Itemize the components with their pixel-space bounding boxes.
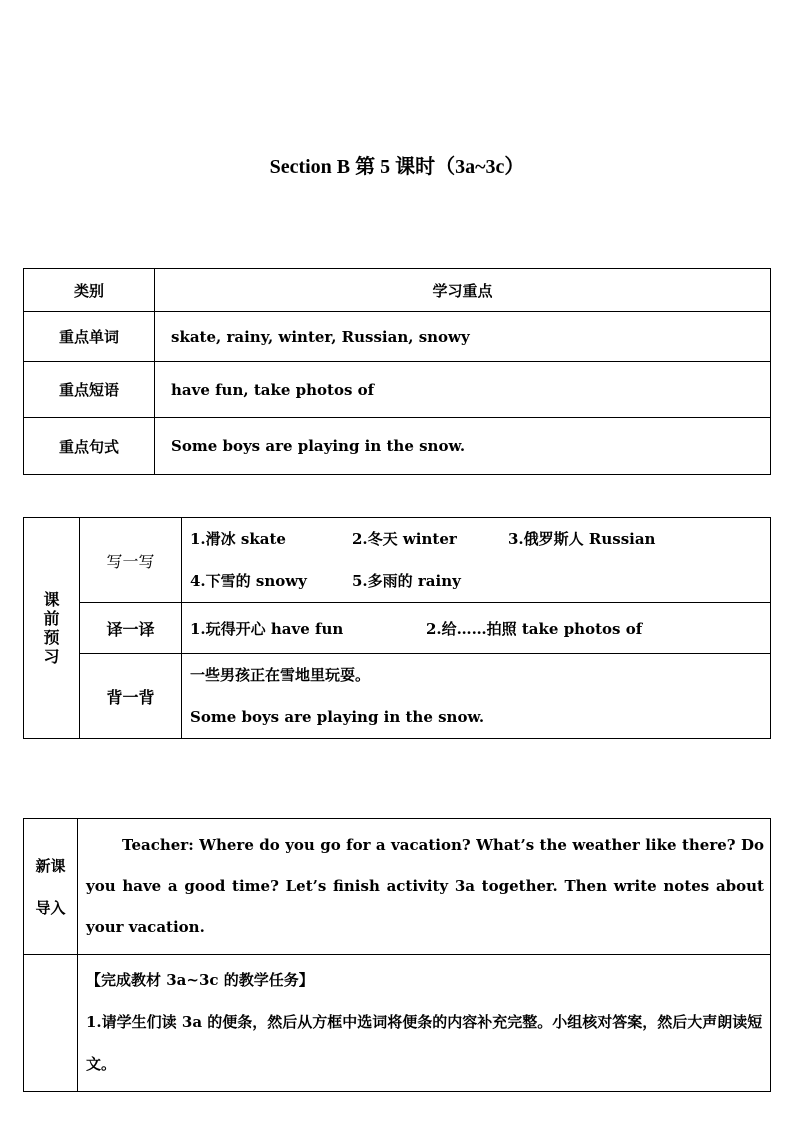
task-heading: 【完成教材 3a~3c 的教学任务】 xyxy=(86,971,314,989)
table-row xyxy=(24,955,771,1092)
list-item: 5.多雨的 rainy xyxy=(352,572,461,590)
key-points-table xyxy=(23,268,771,475)
list-item: 1.玩得开心 have fun xyxy=(190,619,344,638)
table-row xyxy=(24,819,771,955)
table-row xyxy=(24,362,771,418)
table-row xyxy=(24,518,771,603)
row-content-words: skate, rainy, winter, Russian, snowy xyxy=(155,312,771,362)
row-label-write: 写一写 xyxy=(80,518,182,603)
row-content-translate xyxy=(182,603,771,654)
row-label-sentences: 重点句式 xyxy=(24,418,155,475)
table-header-row xyxy=(24,269,771,312)
task-text: 1.请学生们读 3a 的便条，然后从方框中选词将便条的内容补充完整。小组核对答案，然后大声朗读短文。 xyxy=(86,1013,763,1073)
list-item: 4.下雪的 snowy xyxy=(190,572,307,590)
row-label-phrases: 重点短语 xyxy=(24,362,155,418)
row-content-sentences: Some boys are playing in the snow. xyxy=(155,418,771,475)
table-row xyxy=(24,312,771,362)
row-content-write xyxy=(182,518,771,603)
new-lesson-table xyxy=(23,818,771,1092)
row-content-phrases: have fun, take photos of xyxy=(155,362,771,418)
list-item: 一些男孩正在雪地里玩耍。 xyxy=(190,666,371,684)
intro-label-line1: 新课 xyxy=(35,856,66,875)
intro-label xyxy=(24,819,78,955)
row-label-recite: 背一背 xyxy=(80,654,182,739)
list-item: 3.俄罗斯人 Russian xyxy=(508,530,656,548)
row-label-words: 重点单词 xyxy=(24,312,155,362)
row-content-recite xyxy=(182,654,771,739)
table-row xyxy=(24,418,771,475)
list-item: 2.给……拍照 take photos of xyxy=(426,619,643,638)
table-row xyxy=(24,603,771,654)
intro-text: Teacher: Where do you go for a vacation? What’s the weather like there? Do you have a good time? Let’s finish activity 3a together. Then write notes about your vacation. xyxy=(78,819,771,955)
intro-label-line2: 导入 xyxy=(35,898,66,917)
header-key-points: 学习重点 xyxy=(155,269,771,312)
task-label-empty xyxy=(24,955,78,1092)
section-label-text: 课前预习 xyxy=(43,590,60,666)
section-label-preview xyxy=(24,518,80,739)
list-item: Some boys are playing in the snow. xyxy=(190,708,485,726)
page-title: Section B 第 5 课时（3a~3c） xyxy=(269,156,525,178)
task-content xyxy=(78,955,771,1092)
list-item: 2.冬天 winter xyxy=(352,530,457,548)
list-item: 1.滑冰 skate xyxy=(190,530,286,548)
row-label-translate: 译一译 xyxy=(80,603,182,654)
preview-table xyxy=(23,517,771,739)
table-row xyxy=(24,654,771,739)
header-category: 类别 xyxy=(24,269,155,312)
